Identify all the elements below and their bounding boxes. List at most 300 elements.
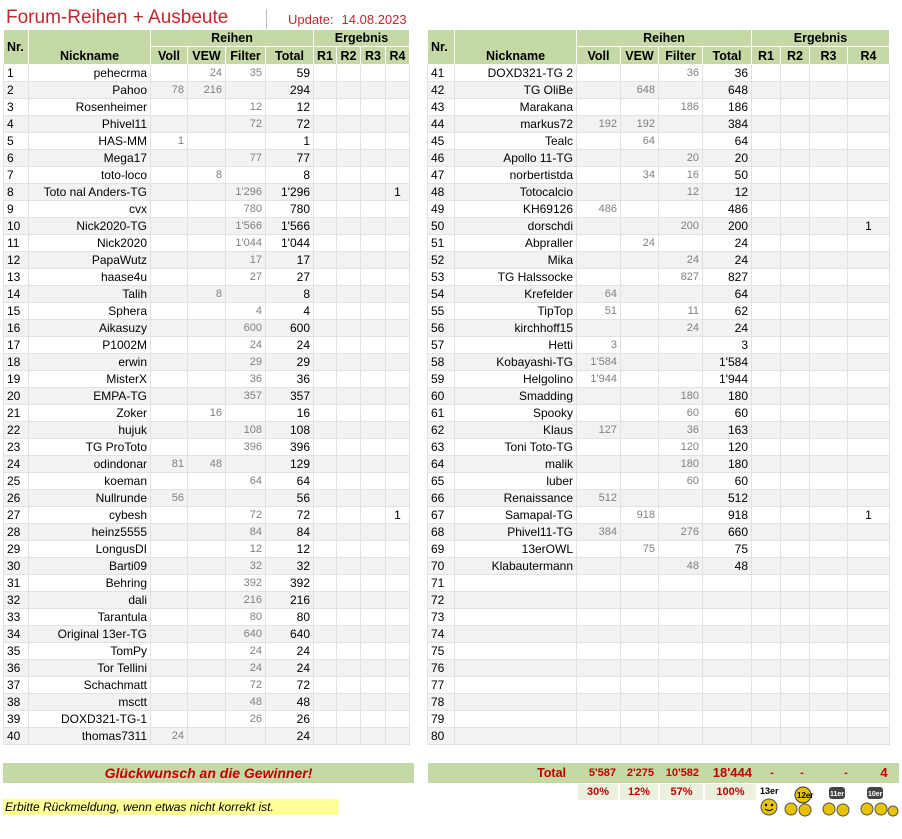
cell-r4 bbox=[386, 575, 410, 592]
cell-filter: 64 bbox=[226, 473, 266, 490]
cell-nr: 11 bbox=[4, 235, 29, 252]
cell-voll bbox=[151, 252, 188, 269]
cell-total: 32 bbox=[266, 558, 314, 575]
cell-name: Original 13er-TG bbox=[29, 626, 151, 643]
cell-voll bbox=[151, 473, 188, 490]
cell-r3 bbox=[361, 167, 386, 184]
cell-name bbox=[455, 694, 577, 711]
cell-vew: 192 bbox=[621, 116, 659, 133]
table-row bbox=[4, 167, 410, 184]
cell-name: DOXD321-TG 2 bbox=[455, 65, 577, 82]
cell-name: Zoker bbox=[29, 405, 151, 422]
cell-name: Toto nal Anders-TG bbox=[29, 184, 151, 201]
cell-voll bbox=[577, 456, 621, 473]
table-row bbox=[428, 456, 890, 473]
cell-vew bbox=[188, 269, 226, 286]
cell-r4 bbox=[848, 184, 890, 201]
cell-nr: 50 bbox=[428, 218, 455, 235]
cell-nr: 14 bbox=[4, 286, 29, 303]
cell-filter bbox=[226, 728, 266, 745]
cell-r4: 1 bbox=[848, 218, 890, 235]
cell-filter: 26 bbox=[226, 711, 266, 728]
cell-r4 bbox=[848, 116, 890, 133]
cell-r1 bbox=[314, 626, 337, 643]
cell-r1 bbox=[314, 473, 337, 490]
cell-filter bbox=[659, 201, 703, 218]
table-row bbox=[428, 99, 890, 116]
cell-r1 bbox=[314, 677, 337, 694]
cell-r1 bbox=[752, 303, 781, 320]
cell-r1 bbox=[314, 286, 337, 303]
cell-filter bbox=[659, 643, 703, 660]
cell-total bbox=[703, 575, 752, 592]
cell-r3 bbox=[810, 422, 848, 439]
cell-name: norbertistda bbox=[455, 167, 577, 184]
cell-nr: 60 bbox=[428, 388, 455, 405]
cell-filter bbox=[659, 371, 703, 388]
cell-total: 186 bbox=[703, 99, 752, 116]
cell-r4 bbox=[386, 286, 410, 303]
cell-r4 bbox=[848, 286, 890, 303]
cell-name bbox=[455, 660, 577, 677]
cell-vew bbox=[188, 541, 226, 558]
medal-10er-icon bbox=[861, 787, 898, 816]
cell-nr: 38 bbox=[4, 694, 29, 711]
col-vew-header: VEW bbox=[188, 47, 226, 65]
cell-nr: 61 bbox=[428, 405, 455, 422]
cell-filter: 24 bbox=[226, 337, 266, 354]
cell-name: Toni Toto-TG bbox=[455, 439, 577, 456]
cell-nr: 39 bbox=[4, 711, 29, 728]
cell-r1 bbox=[314, 371, 337, 388]
cell-r3 bbox=[810, 456, 848, 473]
cell-total: 129 bbox=[266, 456, 314, 473]
cell-total: 24 bbox=[703, 320, 752, 337]
cell-r1 bbox=[314, 711, 337, 728]
cell-r4 bbox=[848, 626, 890, 643]
table-row bbox=[4, 133, 410, 150]
cell-vew: 16 bbox=[188, 405, 226, 422]
cell-total: 163 bbox=[703, 422, 752, 439]
cell-nr: 46 bbox=[428, 150, 455, 167]
cell-filter bbox=[659, 694, 703, 711]
cell-vew bbox=[188, 320, 226, 337]
cell-r3 bbox=[361, 218, 386, 235]
cell-name: Behring bbox=[29, 575, 151, 592]
cell-r1 bbox=[752, 150, 781, 167]
table-row bbox=[428, 303, 890, 320]
table-row bbox=[4, 677, 410, 694]
cell-filter: 24 bbox=[226, 660, 266, 677]
cell-r2 bbox=[337, 694, 361, 711]
cell-r2 bbox=[781, 558, 810, 575]
cell-r3 bbox=[361, 490, 386, 507]
cell-r1 bbox=[314, 337, 337, 354]
cell-total: 26 bbox=[266, 711, 314, 728]
cell-name: toto-loco bbox=[29, 167, 151, 184]
cell-r1 bbox=[314, 558, 337, 575]
cell-r4 bbox=[848, 388, 890, 405]
cell-name bbox=[455, 592, 577, 609]
cell-r2 bbox=[781, 609, 810, 626]
cell-r1 bbox=[752, 711, 781, 728]
cell-nr: 67 bbox=[428, 507, 455, 524]
cell-r2 bbox=[781, 303, 810, 320]
cell-r3 bbox=[361, 592, 386, 609]
cell-vew bbox=[621, 99, 659, 116]
cell-r4 bbox=[848, 235, 890, 252]
cell-nr: 62 bbox=[428, 422, 455, 439]
cell-r2 bbox=[781, 439, 810, 456]
table-row bbox=[4, 150, 410, 167]
cell-total: 29 bbox=[266, 354, 314, 371]
cell-r2 bbox=[781, 388, 810, 405]
cell-filter: 24 bbox=[659, 320, 703, 337]
table-row bbox=[428, 490, 890, 507]
cell-r3 bbox=[810, 269, 848, 286]
cell-r4 bbox=[386, 456, 410, 473]
cell-nr: 76 bbox=[428, 660, 455, 677]
col-nickname-header: Nickname bbox=[29, 30, 151, 65]
table-row bbox=[428, 694, 890, 711]
cell-r1 bbox=[752, 286, 781, 303]
cell-r3 bbox=[810, 167, 848, 184]
cell-voll bbox=[151, 405, 188, 422]
cell-voll: 127 bbox=[577, 422, 621, 439]
cell-r4 bbox=[848, 524, 890, 541]
cell-total bbox=[703, 626, 752, 643]
cell-total: 24 bbox=[266, 337, 314, 354]
table-row bbox=[428, 575, 890, 592]
cell-r2 bbox=[781, 422, 810, 439]
cell-vew bbox=[188, 507, 226, 524]
col-r4-header: R4 bbox=[848, 47, 890, 65]
cell-r4 bbox=[848, 269, 890, 286]
cell-total: 56 bbox=[266, 490, 314, 507]
cell-name bbox=[455, 677, 577, 694]
cell-name bbox=[455, 609, 577, 626]
cell-vew bbox=[188, 201, 226, 218]
cell-r1 bbox=[314, 575, 337, 592]
table-row bbox=[428, 558, 890, 575]
cell-nr: 31 bbox=[4, 575, 29, 592]
table-row bbox=[4, 337, 410, 354]
cell-total bbox=[703, 677, 752, 694]
cell-filter bbox=[659, 82, 703, 99]
cell-vew bbox=[621, 558, 659, 575]
cell-r4 bbox=[386, 269, 410, 286]
cell-r3 bbox=[361, 303, 386, 320]
cell-nr: 42 bbox=[428, 82, 455, 99]
cell-vew bbox=[621, 575, 659, 592]
cell-r2 bbox=[781, 371, 810, 388]
medal-12er-icon bbox=[785, 787, 813, 816]
cell-r2 bbox=[337, 337, 361, 354]
cell-r1 bbox=[752, 643, 781, 660]
cell-vew bbox=[621, 252, 659, 269]
total-vew: 2'275 bbox=[626, 767, 654, 779]
cell-name bbox=[455, 626, 577, 643]
cell-total: 8 bbox=[266, 167, 314, 184]
cell-vew bbox=[621, 473, 659, 490]
cell-r3 bbox=[810, 388, 848, 405]
cell-r1 bbox=[314, 201, 337, 218]
cell-name: hujuk bbox=[29, 422, 151, 439]
table-row bbox=[4, 524, 410, 541]
cell-r1 bbox=[314, 643, 337, 660]
cell-nr: 10 bbox=[4, 218, 29, 235]
cell-filter bbox=[659, 626, 703, 643]
cell-r3 bbox=[810, 354, 848, 371]
cell-r4 bbox=[386, 201, 410, 218]
cell-r2 bbox=[337, 643, 361, 660]
table-row bbox=[4, 354, 410, 371]
cell-voll bbox=[151, 320, 188, 337]
cell-nr: 53 bbox=[428, 269, 455, 286]
cell-r3 bbox=[361, 388, 386, 405]
table-row bbox=[4, 473, 410, 490]
cell-filter: 24 bbox=[226, 643, 266, 660]
table-row bbox=[428, 184, 890, 201]
cell-vew bbox=[621, 592, 659, 609]
cell-name: Hetti bbox=[455, 337, 577, 354]
cell-nr: 29 bbox=[4, 541, 29, 558]
cell-r3 bbox=[361, 711, 386, 728]
cell-r2 bbox=[781, 201, 810, 218]
cell-r2 bbox=[781, 490, 810, 507]
cell-total: 4 bbox=[266, 303, 314, 320]
cell-name: odindonar bbox=[29, 456, 151, 473]
cell-r4 bbox=[386, 524, 410, 541]
cell-total: 1'944 bbox=[703, 371, 752, 388]
total-total: 18'444 bbox=[712, 765, 752, 780]
cell-name: Renaissance bbox=[455, 490, 577, 507]
cell-filter: 1'296 bbox=[226, 184, 266, 201]
cell-name: 13erOWL bbox=[455, 541, 577, 558]
cell-r4 bbox=[848, 167, 890, 184]
cell-r1 bbox=[752, 371, 781, 388]
cell-voll bbox=[151, 643, 188, 660]
cell-vew bbox=[621, 150, 659, 167]
col-voll-header: Voll bbox=[151, 47, 188, 65]
cell-r4 bbox=[386, 541, 410, 558]
cell-nr: 21 bbox=[4, 405, 29, 422]
cell-nr: 68 bbox=[428, 524, 455, 541]
table-row bbox=[4, 456, 410, 473]
cell-name bbox=[455, 643, 577, 660]
cell-nr: 24 bbox=[4, 456, 29, 473]
table-row bbox=[428, 371, 890, 388]
cell-name: TG Halssocke bbox=[455, 269, 577, 286]
cell-name: markus72 bbox=[455, 116, 577, 133]
cell-r3 bbox=[810, 524, 848, 541]
cell-r2 bbox=[781, 235, 810, 252]
cell-total: 1'566 bbox=[266, 218, 314, 235]
cell-voll bbox=[151, 575, 188, 592]
cell-total: 77 bbox=[266, 150, 314, 167]
congrats-banner: Glückwunsch an die Gewinner! bbox=[3, 763, 414, 783]
cell-total: 17 bbox=[266, 252, 314, 269]
table-row bbox=[4, 575, 410, 592]
cell-filter: 12 bbox=[226, 99, 266, 116]
cell-filter: 4 bbox=[226, 303, 266, 320]
cell-nr: 54 bbox=[428, 286, 455, 303]
cell-voll bbox=[577, 405, 621, 422]
cell-r3 bbox=[810, 660, 848, 677]
cell-r2 bbox=[337, 626, 361, 643]
cell-voll: 192 bbox=[577, 116, 621, 133]
svg-text:11er: 11er bbox=[830, 791, 845, 798]
col-nr-header: Nr. bbox=[428, 30, 455, 65]
cell-r3 bbox=[810, 99, 848, 116]
cell-total: 918 bbox=[703, 507, 752, 524]
cell-voll: 1'944 bbox=[577, 371, 621, 388]
cell-r3 bbox=[810, 320, 848, 337]
total-row bbox=[428, 763, 899, 783]
col-r1-header: R1 bbox=[314, 47, 337, 65]
cell-filter: 16 bbox=[659, 167, 703, 184]
cell-r2 bbox=[337, 456, 361, 473]
cell-r1 bbox=[752, 405, 781, 422]
cell-voll bbox=[577, 643, 621, 660]
cell-name: TipTop bbox=[455, 303, 577, 320]
cell-r3 bbox=[361, 150, 386, 167]
cell-total: 60 bbox=[703, 473, 752, 490]
cell-total bbox=[703, 592, 752, 609]
cell-voll bbox=[151, 524, 188, 541]
cell-total bbox=[703, 660, 752, 677]
cell-filter: 80 bbox=[226, 609, 266, 626]
cell-nr: 16 bbox=[4, 320, 29, 337]
cell-name: Abpraller bbox=[455, 235, 577, 252]
cell-r4 bbox=[848, 456, 890, 473]
cell-r1 bbox=[314, 218, 337, 235]
cell-r3 bbox=[361, 524, 386, 541]
table-row bbox=[428, 320, 890, 337]
cell-vew bbox=[621, 643, 659, 660]
cell-total: 60 bbox=[703, 405, 752, 422]
cell-r2 bbox=[781, 65, 810, 82]
cell-voll bbox=[577, 660, 621, 677]
cell-r4 bbox=[386, 626, 410, 643]
cell-r1 bbox=[314, 235, 337, 252]
table-row bbox=[428, 286, 890, 303]
total-r1: - bbox=[770, 767, 774, 779]
cell-name: Spooky bbox=[455, 405, 577, 422]
cell-r2 bbox=[781, 592, 810, 609]
cell-r3 bbox=[810, 337, 848, 354]
cell-voll bbox=[577, 269, 621, 286]
table-row bbox=[428, 473, 890, 490]
cell-vew bbox=[188, 524, 226, 541]
cell-r2 bbox=[337, 133, 361, 150]
cell-voll bbox=[577, 694, 621, 711]
cell-r2 bbox=[337, 252, 361, 269]
cell-r1 bbox=[752, 337, 781, 354]
cell-r1 bbox=[752, 677, 781, 694]
cell-voll: 384 bbox=[577, 524, 621, 541]
cell-filter bbox=[659, 575, 703, 592]
cell-total: 648 bbox=[703, 82, 752, 99]
cell-r3 bbox=[810, 201, 848, 218]
cell-filter: 12 bbox=[226, 541, 266, 558]
cell-total: 64 bbox=[266, 473, 314, 490]
cell-voll bbox=[577, 541, 621, 558]
cell-r2 bbox=[337, 422, 361, 439]
col-total-header: Total bbox=[703, 47, 752, 65]
cell-nr: 59 bbox=[428, 371, 455, 388]
cell-r3 bbox=[810, 609, 848, 626]
cell-name: luber bbox=[455, 473, 577, 490]
cell-r3 bbox=[810, 473, 848, 490]
group-ergebnis-header: Ergebnis bbox=[752, 30, 890, 47]
cell-r3 bbox=[361, 184, 386, 201]
cell-r3 bbox=[810, 575, 848, 592]
cell-voll bbox=[577, 133, 621, 150]
total-label: Total bbox=[537, 766, 566, 780]
cell-voll bbox=[151, 592, 188, 609]
cell-name: heinz5555 bbox=[29, 524, 151, 541]
cell-r3 bbox=[361, 354, 386, 371]
table-row bbox=[4, 235, 410, 252]
cell-r4 bbox=[386, 660, 410, 677]
cell-voll bbox=[151, 286, 188, 303]
cell-vew bbox=[188, 643, 226, 660]
cell-r2 bbox=[337, 371, 361, 388]
cell-voll bbox=[577, 677, 621, 694]
cell-filter: 11 bbox=[659, 303, 703, 320]
cell-vew bbox=[188, 575, 226, 592]
cell-filter bbox=[659, 490, 703, 507]
cell-r4 bbox=[386, 320, 410, 337]
cell-nr: 45 bbox=[428, 133, 455, 150]
cell-voll bbox=[577, 388, 621, 405]
cell-total: 392 bbox=[266, 575, 314, 592]
table-row bbox=[4, 99, 410, 116]
cell-r4 bbox=[386, 473, 410, 490]
cell-name: Sphera bbox=[29, 303, 151, 320]
cell-vew bbox=[188, 184, 226, 201]
cell-total: 64 bbox=[703, 286, 752, 303]
cell-r3 bbox=[810, 592, 848, 609]
cell-r4 bbox=[848, 82, 890, 99]
cell-total bbox=[703, 711, 752, 728]
cell-filter bbox=[659, 507, 703, 524]
cell-voll bbox=[577, 558, 621, 575]
cell-r3 bbox=[361, 660, 386, 677]
col-r2-header: R2 bbox=[337, 47, 361, 65]
cell-filter bbox=[659, 337, 703, 354]
cell-r3 bbox=[810, 116, 848, 133]
cell-vew bbox=[621, 303, 659, 320]
update-date: 14.08.2023 bbox=[341, 12, 407, 27]
cell-total bbox=[703, 694, 752, 711]
page-title: Forum-Reihen + Ausbeute bbox=[6, 7, 229, 28]
cell-total: 24 bbox=[266, 728, 314, 745]
table-row bbox=[4, 184, 410, 201]
cell-r4 bbox=[386, 694, 410, 711]
table-row bbox=[428, 354, 890, 371]
cell-r3 bbox=[361, 201, 386, 218]
total-r4: 4 bbox=[880, 765, 888, 780]
cell-filter: 1'044 bbox=[226, 235, 266, 252]
cell-r3 bbox=[810, 677, 848, 694]
cell-filter: 24 bbox=[659, 252, 703, 269]
cell-r4 bbox=[386, 643, 410, 660]
cell-r2 bbox=[337, 677, 361, 694]
cell-r3 bbox=[810, 694, 848, 711]
cell-r3 bbox=[810, 626, 848, 643]
